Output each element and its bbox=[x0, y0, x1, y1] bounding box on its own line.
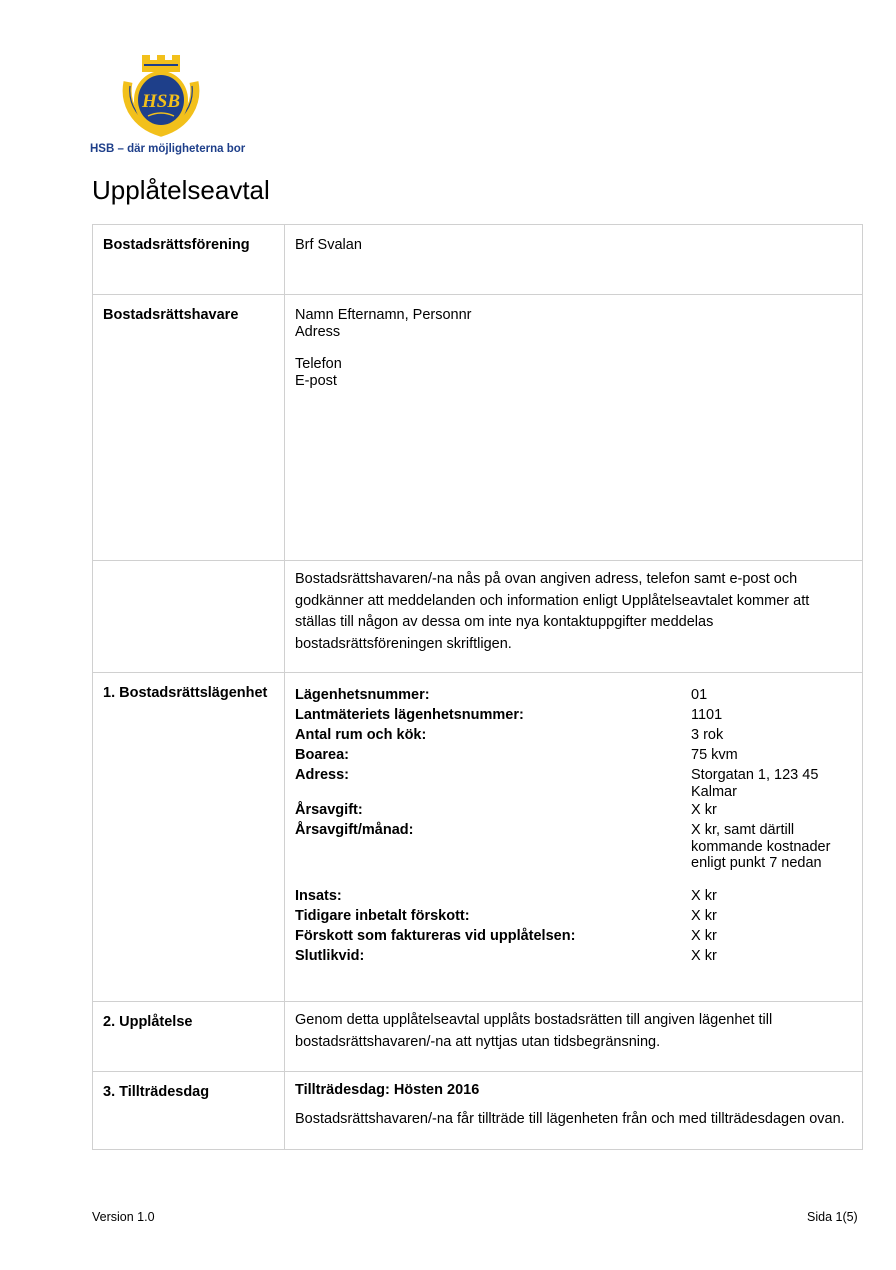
footer-version: Version 1.0 bbox=[92, 1210, 155, 1224]
table-row bbox=[93, 295, 863, 561]
contact-note: Bostadsrättshavaren/-na nås på ovan angiven adress, telefon samt e-post och godkänner att meddelanden och information enligt Upplåtelseavtalet kommer att ställas till någon av dessa om inte nya kontaktuppgifter meddelas bostadsrättsföreningen skriftligen. bbox=[295, 571, 810, 652]
holder-phone: Telefon bbox=[295, 356, 342, 372]
access-date: Tillträdesdag: Hösten 2016 bbox=[295, 1082, 480, 1098]
hsb-logo bbox=[90, 52, 246, 162]
apartment-field: Boarea: 75 kvm bbox=[295, 747, 738, 763]
table-row bbox=[93, 1002, 863, 1072]
table-row bbox=[93, 561, 863, 673]
logo-tagline: HSB – där möjligheterna bor bbox=[90, 143, 246, 155]
table-row bbox=[93, 225, 863, 295]
apartment-field: Förskott som faktureras vid upplåtelsen: X kr bbox=[295, 927, 717, 944]
apartment-field: Tidigare inbetalt förskott: X kr bbox=[295, 907, 717, 924]
row-label: Bostadsrättshavare bbox=[93, 295, 285, 561]
apartment-field: Lantmäteriets lägenhetsnummer: 1101 bbox=[295, 707, 723, 723]
svg-text:HSB: HSB bbox=[141, 91, 181, 112]
row-label: 3. Tillträdesdag bbox=[93, 1072, 285, 1150]
row-label: Bostadsrättsförening bbox=[93, 225, 285, 295]
holder-address: Adress bbox=[295, 323, 341, 340]
hsb-crest-icon bbox=[120, 52, 202, 138]
grant-text: Genom detta upplåtelseavtal upplåts bostadsrätten till angiven lägenhet till bostadsrättshavaren/-na att nyttjas utan tidsbegränsning. bbox=[295, 1012, 773, 1050]
apartment-field: Slutlikvid: X kr bbox=[295, 947, 717, 964]
holder-email: E-post bbox=[295, 372, 337, 389]
apartment-field: Adress: Storgatan 1, 123 45 Kalmar bbox=[295, 767, 819, 800]
row-label: 2. Upplåtelse bbox=[93, 1002, 285, 1072]
table-row bbox=[93, 1072, 863, 1150]
access-text: Bostadsrättshavaren/-na får tillträde till lägenheten från och med tillträdesdagen ovan. bbox=[295, 1111, 845, 1127]
table-row bbox=[93, 673, 863, 1002]
apartment-field: Årsavgift/månad: X kr, samt därtill kommande kostnader enligt punkt 7 nedan bbox=[295, 822, 831, 871]
apartment-field: Insats: X kr bbox=[295, 887, 717, 904]
apartment-field: Årsavgift: X kr bbox=[295, 802, 717, 818]
row-label: 1. Bostadsrättslägenhet bbox=[93, 673, 285, 1002]
page-title: Upplåtelseavtal bbox=[92, 175, 270, 205]
contract-table bbox=[92, 224, 863, 1150]
apartment-field: Antal rum och kök: 3 rok bbox=[295, 727, 724, 743]
holder-name: Namn Efternamn, Personnr bbox=[295, 307, 472, 323]
footer-page-number: Sida 1(5) bbox=[807, 1210, 858, 1224]
apartment-field: Lägenhetsnummer: 01 bbox=[295, 687, 708, 703]
association-name: Brf Svalan bbox=[285, 225, 863, 295]
